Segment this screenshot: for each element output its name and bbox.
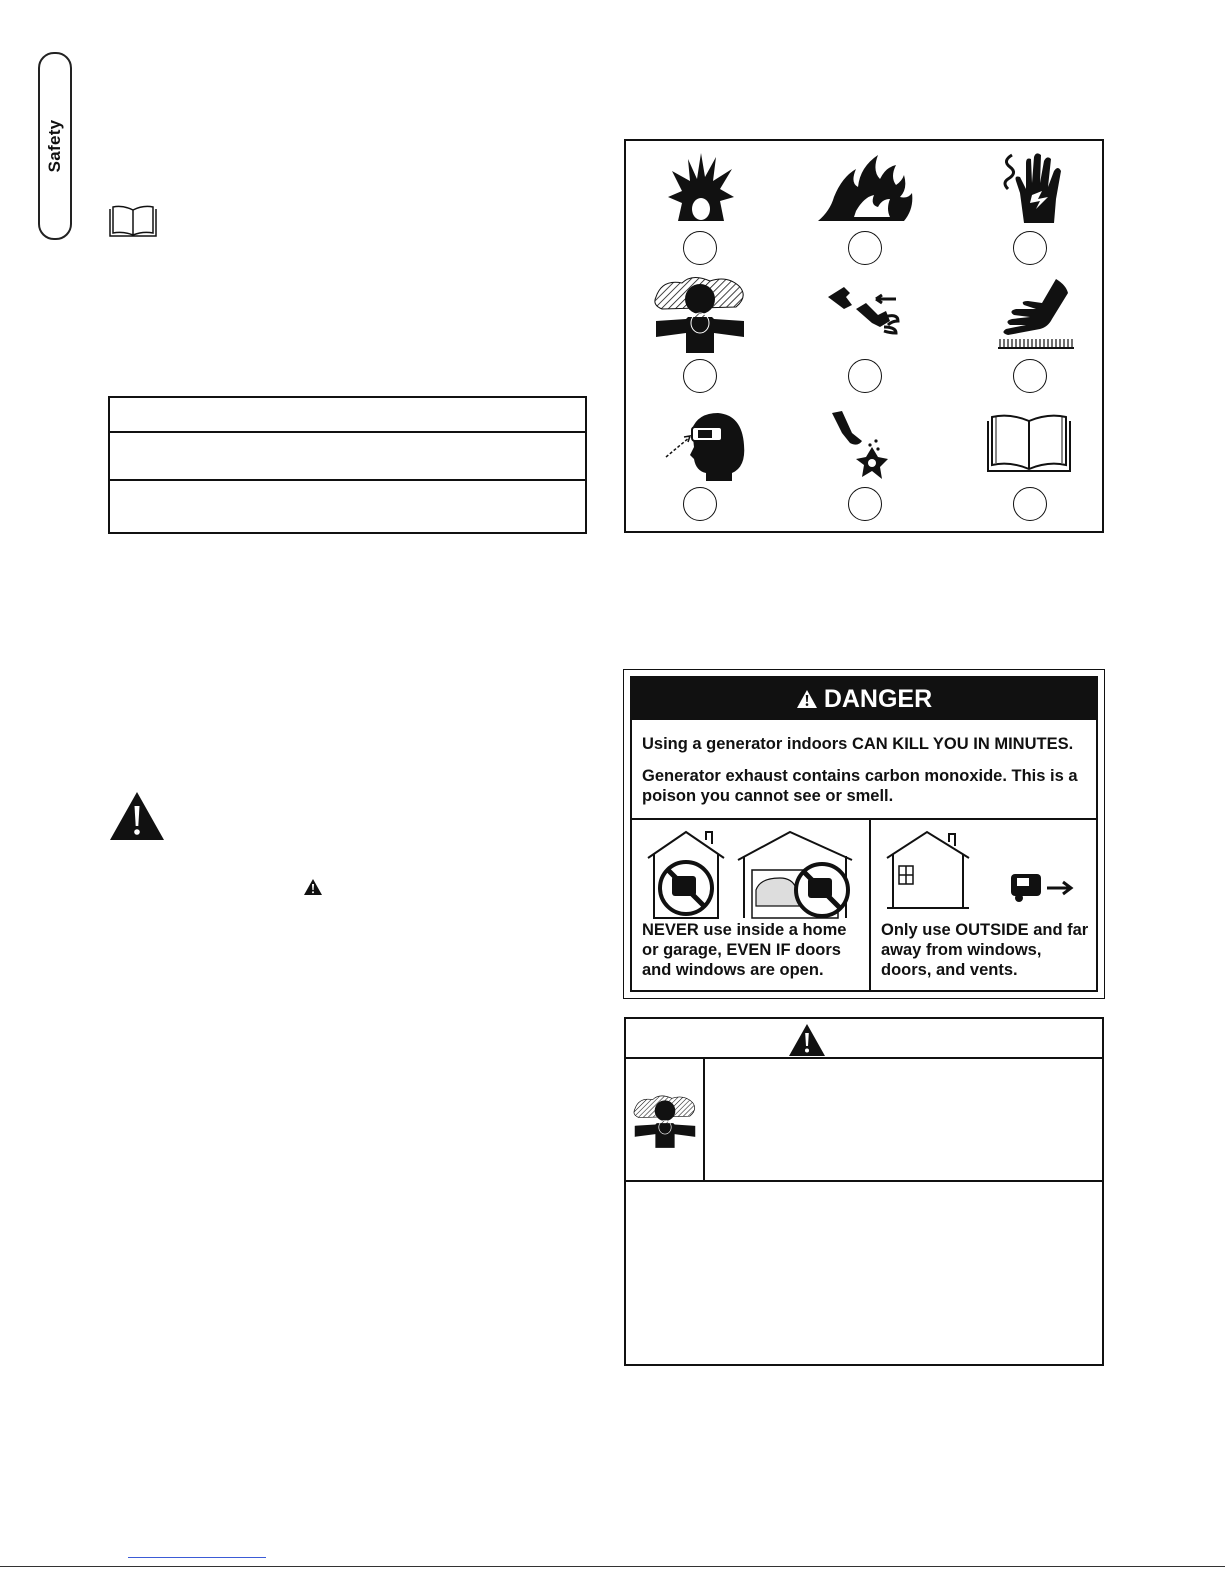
no-indoor-use-icon xyxy=(640,828,862,924)
outside-use-icon xyxy=(883,828,1083,918)
toxic-fumes-icon xyxy=(652,275,748,353)
outside-only-panel xyxy=(871,820,1096,990)
table-row xyxy=(110,433,585,481)
toxic-fumes-icon xyxy=(632,1091,698,1151)
warning-header xyxy=(626,1019,1102,1059)
warning-icon-cell xyxy=(626,1059,705,1182)
side-tab[interactable] xyxy=(38,52,72,240)
table-row xyxy=(110,398,585,433)
outside-only-caption: Only use OUTSIDE and far away from windows, doors, and vents. xyxy=(881,921,1089,979)
hazard-symbols-panel xyxy=(624,139,1104,533)
symbol-number-circle xyxy=(683,231,717,265)
danger-message xyxy=(632,720,1096,820)
electrical-shock-icon xyxy=(1000,151,1070,225)
footer-rule xyxy=(0,1566,1225,1567)
symbol-number-circle xyxy=(1013,359,1047,393)
eye-protection-icon xyxy=(662,411,748,481)
symbol-number-circle xyxy=(1013,487,1047,521)
hot-surface-icon xyxy=(996,275,1076,351)
safety-alert-icon xyxy=(796,689,818,709)
safety-alert-small-icon xyxy=(303,878,323,896)
warning-box xyxy=(624,1017,1104,1366)
table-row xyxy=(110,481,585,532)
footer-link[interactable] xyxy=(128,1557,266,1558)
read-manual-icon xyxy=(984,413,1074,475)
symbol-number-circle xyxy=(848,487,882,521)
fire-icon xyxy=(816,151,916,223)
safety-alert-icon xyxy=(108,790,166,842)
explosion-icon xyxy=(666,151,736,223)
symbol-number-circle xyxy=(1013,231,1047,265)
never-inside-caption: NEVER use inside a home or garage, EVEN IF doors and windows are open. xyxy=(642,921,847,979)
danger-label xyxy=(623,669,1105,999)
danger-line-2: Generator exhaust contains carbon monoxide. This is a poison you cannot see or smell. xyxy=(642,767,1078,805)
never-inside-panel xyxy=(632,820,871,990)
signal-word-table xyxy=(108,396,587,534)
warning-text-cell xyxy=(705,1059,1102,1182)
safety-alert-icon xyxy=(788,1023,826,1057)
symbol-number-circle xyxy=(848,231,882,265)
danger-header-text: DANGER xyxy=(823,684,933,713)
symbol-number-circle xyxy=(683,487,717,521)
read-manual-icon xyxy=(107,205,159,239)
symbol-number-circle xyxy=(683,359,717,393)
kickback-icon xyxy=(826,281,906,339)
side-tab-label: Safety xyxy=(45,119,64,173)
danger-line-1: Using a generator indoors CAN KILL YOU IN MINUTES. xyxy=(642,735,1074,753)
danger-header xyxy=(632,678,1096,720)
symbol-number-circle xyxy=(848,359,882,393)
moving-parts-icon xyxy=(828,411,898,479)
